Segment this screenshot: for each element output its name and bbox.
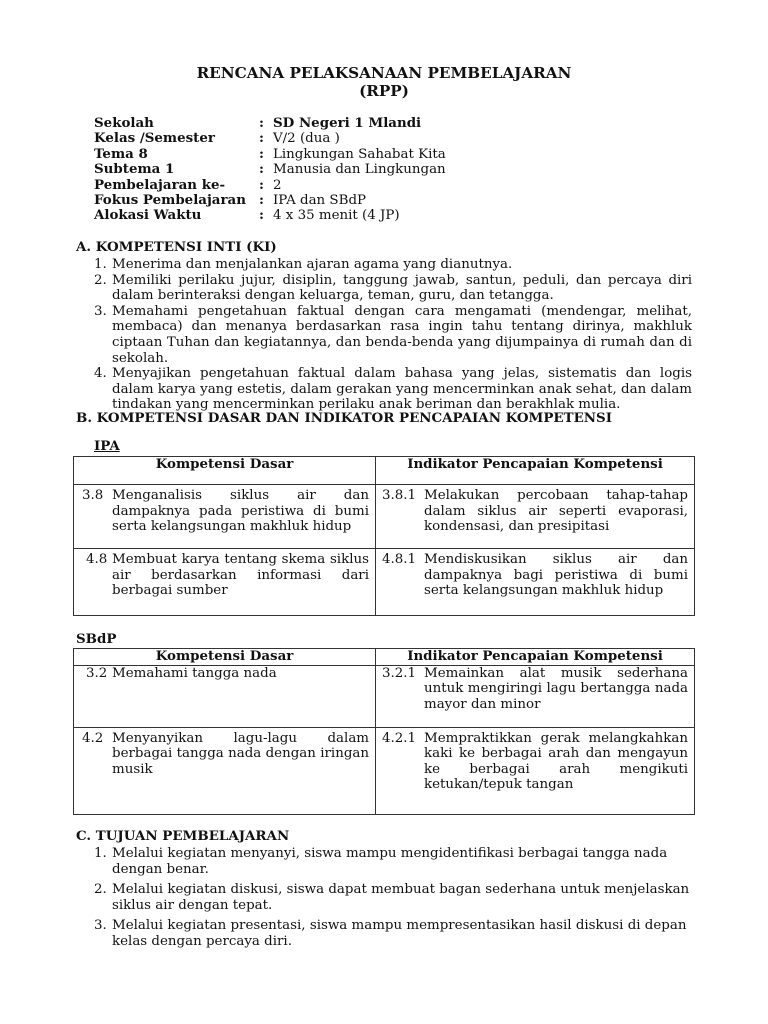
identity-row [94,147,446,162]
column-header: Kompetensi Dasar [74,457,376,485]
kd-text: Menganalisis siklus air dan dampaknya pada peristiwa di bumi serta kelangsungan makhluk hidup [112,488,369,535]
table-row [74,727,695,814]
column-header: Indikator Pencapaian Kompetensi [376,649,695,666]
indicator-cell [376,485,695,549]
indicator-cell [376,665,695,727]
kd-text: Menyanyikan lagu-lagu dalam berbagai tangga nada dengan iringan musik [112,730,369,777]
kd-cell [74,549,376,616]
identity-row [94,178,446,193]
colon: : [259,176,264,193]
item-number: 4. [94,366,107,382]
item-number: 1. [94,257,107,272]
ipa-competency-table [73,456,695,616]
identity-key: Kelas /Semester [94,130,215,147]
item-number: 1. [94,846,107,861]
identity-row [94,162,446,177]
indicator-number: 4.8.1 [382,552,417,567]
identity-value: 4 x 35 menit (4 JP) [273,208,400,224]
list-item [94,257,692,273]
item-text: Memiliki perilaku jujur, disiplin, tanggung jawab, santun, peduli, dan percaya diri dalam berinteraksi dengan keluarga, teman, guru, dan tetangga. [112,272,692,304]
kd-text: Membuat karya tentang skema siklus air berdasarkan informasi dari berbagai sumber [112,552,369,599]
indicator-cell [376,727,695,814]
table-header-row [74,649,695,666]
learning-goals-list [94,846,694,950]
colon: : [259,130,264,147]
indicator-number: 4.2.1 [382,730,417,746]
ipa-label: IPA [94,438,120,454]
list-item [94,846,694,877]
identity-row [94,131,446,146]
identity-row [94,208,446,223]
identity-value: SD Negeri 1 Mlandi [273,115,422,131]
list-item [94,304,692,366]
item-number: 3. [94,303,107,319]
kd-text: Memahami tangga nada [112,665,277,681]
indicator-text: Mendiskusikan siklus air dan dampaknya bagi peristiwa di bumi serta kelangsungan makhluk hidup [424,552,688,599]
colon: : [259,145,264,162]
identity-table [94,116,446,224]
item-text: Memahami pengetahuan faktual dengan cara mengamati (mendengar, melihat, membaca) dan menanya berdasarkan rasa ingin tahu tentang dirinya, makhluk ciptaan Tuhan dan kegiatannya, dan benda-benda yang dijumpainya di rumah dan di sekolah. [112,303,692,366]
colon: : [259,192,264,209]
indicator-text: Memainkan alat musik sederhana untuk mengiringi lagu bertangga nada mayor dan minor [424,665,688,712]
indicator-text: Mempraktikkan gerak melangkahkan kaki ke berbagai arah dan mengayun ke berbagai arah mengikuti ketukan/tepuk tangan [424,730,688,793]
identity-value: Manusia dan Lingkungan [273,162,446,178]
item-text: Menyajikan pengetahuan faktual dalam bahasa yang jelas, sistematis dan logis dalam karya yang estetis, dalam gerakan yang mencerminkan anak sehat, dan dalam tindakan yang mencerminkan perilaku anak beriman dan berakhlak mulia. [112,366,692,413]
table-row [74,549,695,616]
identity-value: IPA dan SBdP [273,193,367,209]
item-text: Melalui kegiatan menyanyi, siswa mampu mengidentifikasi berbagai tangga nada dengan benar. [112,846,668,877]
document-title: RENCANA PELAKSANAAN PEMBELAJARAN [196,64,572,82]
identity-row [94,193,446,208]
item-text: Melalui kegiatan diskusi, siswa dapat membuat bagan sederhana untuk menjelaskan siklus air dengan tepat. [112,882,690,913]
colon: : [259,161,264,178]
table-header-row [74,457,695,485]
table-row [74,485,695,549]
list-item [94,882,694,913]
kd-number: 4.2 [82,730,104,746]
kd-cell [74,485,376,549]
item-number: 3. [94,918,107,934]
identity-value: V/2 (dua ) [273,131,340,147]
section-b-heading: B. KOMPETENSI DASAR DAN INDIKATOR PENCAPAIAN KOMPETENSI [76,410,612,426]
colon: : [259,207,264,224]
list-item [94,273,692,304]
identity-key: Pembelajaran ke- [94,176,226,193]
item-text: Melalui kegiatan presentasi, siswa mampu mempresentasikan hasil diskusi di depan kelas dengan percaya diri. [112,918,687,949]
section-c-heading: C. TUJUAN PEMBELAJARAN [76,828,290,844]
table-row [74,665,695,727]
kd-cell [74,665,376,727]
kd-cell [74,727,376,814]
list-item [94,918,694,949]
identity-value: 2 [273,177,282,193]
indicator-text: Melakukan percobaan tahap-tahap dalam siklus air seperti evaporasi, kondensasi, dan presipitasi [424,488,688,535]
column-header: Kompetensi Dasar [74,649,376,666]
kd-number: 3.8 [82,488,104,503]
identity-key: Alokasi Waktu [94,207,202,224]
identity-key: Fokus Pembelajaran [94,192,246,209]
item-number: 2. [94,272,107,288]
sbdp-competency-table [73,648,695,815]
identity-key: Sekolah [94,115,154,131]
identity-row [94,116,446,131]
item-text: Menerima dan menjalankan ajaran agama yang dianutnya. [112,257,513,272]
identity-key: Subtema 1 [94,161,175,178]
indicator-number: 3.8.1 [382,488,417,503]
kd-number: 3.2 [86,665,108,681]
identity-value: Lingkungan Sahabat Kita [273,146,446,162]
indicator-number: 3.2.1 [382,665,417,681]
core-competency-list [94,257,692,413]
identity-key: Tema 8 [94,145,148,162]
kd-number: 4.8 [86,552,108,567]
column-header: Indikator Pencapaian Kompetensi [376,457,695,485]
colon: : [259,115,264,131]
document-subtitle: (RPP) [359,82,409,100]
section-a-heading: A. KOMPETENSI INTI (KI) [76,239,277,255]
list-item [94,366,692,413]
sbdp-label: SBdP [76,631,117,647]
indicator-cell [376,549,695,616]
item-number: 2. [94,882,107,898]
